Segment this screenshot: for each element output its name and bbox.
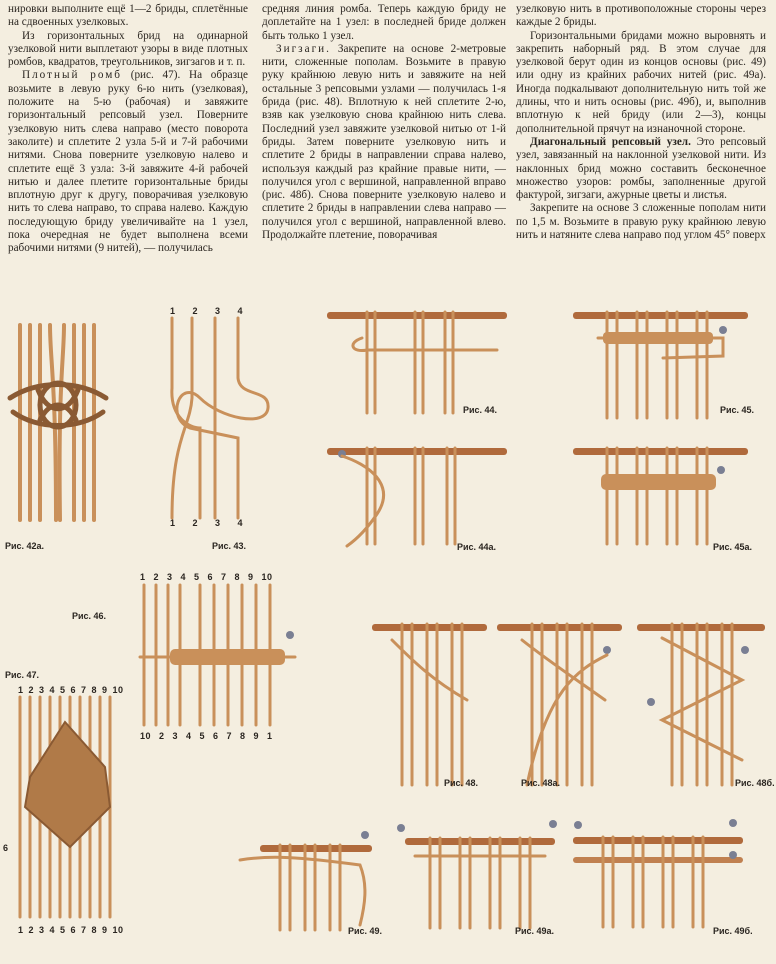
thread-numbers: 10 2 3 4 5 6 7 8 9 1 [140, 731, 273, 741]
figure-caption: Рис. 49а. [515, 926, 555, 936]
subheading-dense-rhombus: Плотный ромб [22, 69, 122, 82]
thread-numbers: 1 2 3 4 5 6 7 8 9 10 [18, 685, 124, 695]
paragraph: узелковую нить в противоположные стороны через каждые 2 бриды. [516, 3, 766, 29]
figure-45a-illustration [573, 444, 748, 549]
figure-44-illustration [327, 308, 507, 418]
figure-43-illustration [160, 318, 275, 518]
figure-caption: Рис. 48. [444, 778, 479, 788]
subheading-zigzags: Зигзаги. [276, 42, 331, 55]
figure-caption: Рис. 46. [72, 611, 107, 621]
figure-42a-illustration [8, 320, 108, 525]
figure-caption: Рис. 48а. [521, 778, 561, 788]
thread-numbers: 1 2 3 4 5 6 7 8 9 10 [18, 925, 124, 935]
paragraph: Закрепите на основе 2-метровые нити, сложенные пополам. Возьмите в правую руку крайнюю левую нить и завяжите на ней остальные 3 репсовыми узлами — получилась 1-я брида (рис. 48). Вплотную к ней сплетите 2-ю, взяв как узелковую снова крайнюю нить слева. Последний узел завяжите узелковой нитью от 1-й бриды. Затем поверните узелковую нить и сплетите 2 бриды в направлении справа налево, используя каждый раз крайние правые нити, — получился угол с вершиной, направленной вправо (рис. 48б). Снова поверните узелковую налево и сплетите 2 бриды в направлении слева направо — получился угол с вершиной, направленной влево. Продолжайте плетение, поворачивая [262, 42, 506, 242]
figure-caption: Рис. 49. [348, 926, 383, 936]
figure-caption: Рис. 42а. [5, 541, 45, 551]
figure-caption: Рис. 47. [5, 670, 40, 680]
paragraph: нировки выполните ещё 1—2 бриды, сплетённые на сдвоенных узелковых. [8, 3, 248, 29]
figure-caption: Рис. 45а. [713, 542, 753, 552]
figure-49b-illustration [568, 815, 748, 933]
figure-46-illustration [140, 585, 300, 730]
figure-48a-illustration [497, 620, 622, 790]
thread-numbers: 1 2 3 4 [170, 306, 244, 316]
thread-numbers: 1 2 3 4 5 6 7 8 9 10 [140, 572, 273, 582]
figure-caption: Рис. 43. [212, 541, 247, 551]
figure-49-illustration [240, 825, 372, 935]
figure-48-illustration [372, 620, 487, 790]
text-column-3 [516, 3, 766, 242]
figure-44a-illustration [327, 444, 507, 549]
paragraph: (рис. 47). На образце возьмите в левую руку 6-ю нить (узелковая), положите на 5-ю (рабочая) и завяжите горизонтальный репсовый узел. Поверните узелковую нить слева направо (место поворота заколите) и сплетите 2 узла 5-й и 7-й рабочими нитями. Снова поверните узелковую налево и сплетите ещё 3 узла: 3-й завяжите 4-й рабочей нитью и далее плетите горизонтальные бриды вплотную друг к другу, поворачивая узелковую нить то слева направо, то справа налево. Каждую последующую бриду увеличивайте на 1 узел, пока очередная не будет выполнена всеми рабочими нитями (9 нитей), — получилась [8, 69, 249, 255]
figure-47-illustration [10, 697, 125, 922]
figure-caption: Рис. 44а. [457, 542, 497, 552]
paragraph: Горизонтальными бридами можно выровнять и закрепить наборный ряд. В этом случае для узелковой берут один из концов основы (рис. 49) или одну из крайних рабочих нитей (рис. 49а). Иногда подкалывают дополнительную нить той же длины, что и нить основы (рис. 49б), и, выполнив вплотную к ней бриду (или 2—3), концы дополнительной прячут на изнаночной стороне. [516, 29, 766, 135]
figure-49a-illustration [395, 818, 560, 933]
thread-numbers: 6 [3, 843, 9, 853]
paragraph: Это репсовый узел, завязанный на наклонной узелковой нити. Из наклонных брид можно составить бесконечное множество узоров: ромбы, заполненные другой фактурой, зигзаги, ажурные цветы и листья. [516, 135, 767, 202]
figure-caption: Рис. 45. [720, 405, 755, 415]
figure-caption: Рис. 49б. [713, 926, 753, 936]
text-column-1 [8, 3, 248, 256]
text-column-2 [262, 3, 506, 242]
figure-caption: Рис. 44. [463, 405, 498, 415]
subheading-diagonal-knot: Диагональный репсовый узел. [530, 135, 691, 148]
figure-caption: Рис. 48б. [735, 778, 775, 788]
paragraph: Закрепите на основе 3 сложенные пополам нити по 1,5 м. Возьмите в правую руку крайнюю левую нить и натяните слева направо под углом 45° поверх [516, 202, 766, 242]
figure-48b-illustration [637, 620, 765, 790]
thread-numbers: 1 2 3 4 [170, 518, 244, 528]
paragraph: средняя линия ромба. Теперь каждую бриду не доплетайте на 1 узел: в последней бриде должен быть только 1 узел. [262, 3, 506, 42]
paragraph: Из горизонтальных брид на одинарной узелковой нити выплетают узоры в виде плотных ромбов, квадратов, треугольников, зигзагов и т. п. [8, 29, 248, 69]
